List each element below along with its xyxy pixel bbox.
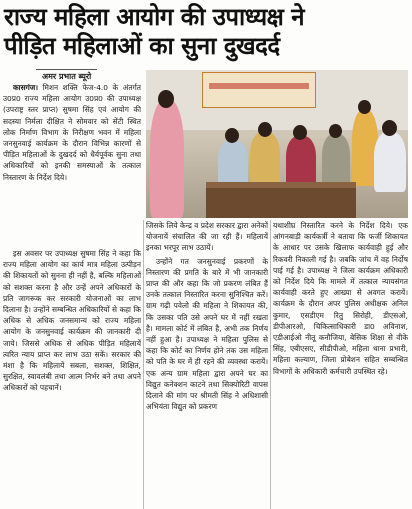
news-photo <box>146 70 408 218</box>
paragraph: इस अवसर पर उपाध्यक्ष सुषमा सिंह ने कहा कि राज्य महिला आयोग का कार्य मात्र महिला उत्पीड़न की शिकायतों को सुनना ही नहीं है, बल्कि महिलाओं को सशक्त करना है और उन्हें अपने अधिकारों के प्रति जागरूक कर सरकारी योजनाओं का लाभ दिलाना है। उन्होंने सम्बन्धित अधिकारियों से कहा कि अधिक से अधिक जनसमान्य को राज्य महिला आयोग के जनसुनवाई कार्यक्रम की जानकारी दी जाये। जिससे अधिक से अधिक पीड़ित महिलायें त्वरित न्याय प्राप्त कर लाभ उठा सकें। सरकार की मंशा है कि महिलायें सबला, सशक्त, शिक्षित, सुरक्षित, स्वावलंबी तथा आत्म निर्भर बने तथा अपने अधिकारों को पहचानें। <box>3 249 141 393</box>
photo-person-head <box>329 124 342 138</box>
headline-line-1: राज्य महिला आयोग की उपाध्यक्ष ने <box>4 2 305 31</box>
column-2 <box>146 220 268 509</box>
column-1-bottom <box>3 248 141 508</box>
photo-banner <box>202 72 316 108</box>
paragraph: जिसके लिये केन्द्र व प्रदेश सरकार द्वारा अनेकों योजनायें संचालित की जा रही हैं। महिलायें इनका भरपूर लाभ उठायें। <box>146 221 268 253</box>
photo-person-head <box>258 122 272 137</box>
paragraph: यथाशीघ्र निस्तारित करने के निर्देश दिये। एक आंगनबाड़ी कार्यकर्त्री ने बताया कि फर्जी शिकायत के आधार पर उसके खिलाफ कार्यवाही हुई और रिकवरी निकाली गई है। जबकि जांच में वह निर्दोष पाई गई है। उपाध्यक्ष ने जिला कार्यक्रम अधिकारी को निर्देश दिये कि मामले में तत्काल न्यायसंगत कार्यवाही करते हुए आख्या से अवगत करायें। कार्यक्रम के दौरान अपर पुलिस अधीक्षक अनिल कुमार, एसडीएम रितु सिरोही, डीएसओ, डीपीआरओ, चिकित्साधिकारी डा0 अविनाश, एडीआईओ नीतू कनौजिया, बेसिक शिक्षा से वीके सिंह, एबीएसए, सीडीपीओ, महिला थाना प्रभारी, महिला कल्याण, जिला प्रोबेशन सहित सम्बन्धित विभागों के अधिकारी कर्मचारी उपस्थित रहे। <box>273 221 408 376</box>
photo-person-head <box>382 120 397 136</box>
photo-person-head <box>358 100 371 114</box>
photo-person-seated <box>218 140 248 188</box>
headline-line-2: पीड़ित महिलाओं का सुना दुखदर्द <box>4 31 280 60</box>
column-3 <box>273 220 408 509</box>
photo-person-seated <box>374 132 406 192</box>
paragraph: मिशन शक्ति फेज-4.0 के अंतर्गत उ0प्र0 राज्य महिला आयोग उ0प्र0 की उपाध्यक्ष (उपराष्ट्र स्तर प्राप्त) सुषमा सिंह एवं आयोग की सदस्या निर्मला दीक्षित ने सोमवार को सेंटी स्थित लोक निर्माण विभाग के निरीक्षण भवन में महिला जनसुनवाई कार्यक्रम के दौरान विभिन्न कारणों से पीड़ित महिलाओं के दुखदर्द को धैर्यपूर्वक सुना तथा अधिकारियों को इनकी समस्याओं के तत्काल निस्तारण के निर्देश दिये। <box>3 83 141 182</box>
photo-person-head <box>158 90 174 108</box>
photo-person-head <box>293 125 307 140</box>
photo-person-seated <box>322 134 350 186</box>
photo-desk <box>206 182 356 218</box>
column-divider <box>143 220 144 509</box>
photo-person-seated <box>286 136 316 186</box>
column-1-top <box>3 82 141 244</box>
photo-person-standing <box>150 100 184 218</box>
dateline: कासगंज। <box>13 83 39 92</box>
photo-person-seated <box>250 132 280 186</box>
byline: अमर प्रभात ब्यूरो <box>42 72 92 81</box>
photo-person-head <box>225 128 239 143</box>
column-divider <box>270 220 271 509</box>
paragraph: उन्होंने गत जनसुनवाई प्रकरणों के निस्तारण की प्रगति के बारे में भी जानकारी प्राप्त की और कहा कि जो प्रकरण लंबित हैं उनके तत्काल निस्तारित करना सुनिश्चित करें। ग्राम गढ़ी पवेलो की महिला ने शिकायत की, कि उसका पति उसे अपने घर में नहीं रखता है। मामला कोर्ट में लंबित है, अभी तक निर्णय नहीं हुआ है। उपाध्यक्ष ने महिला पुलिस से कहा कि कोर्ट का निर्णय होने तक उस महिला को पति के घर में ही रहने की व्यवस्था करायें। एक अन्य ग्राम महिला द्वारा अपने घर का विद्युत कनेक्शन काटने तथा सिक्योरिटी वापस दिलाने की मांग पर श्रीमती सिंह ने अधिशासी अभियंता विद्युत को प्रकरण <box>146 256 268 412</box>
headline <box>4 2 408 60</box>
